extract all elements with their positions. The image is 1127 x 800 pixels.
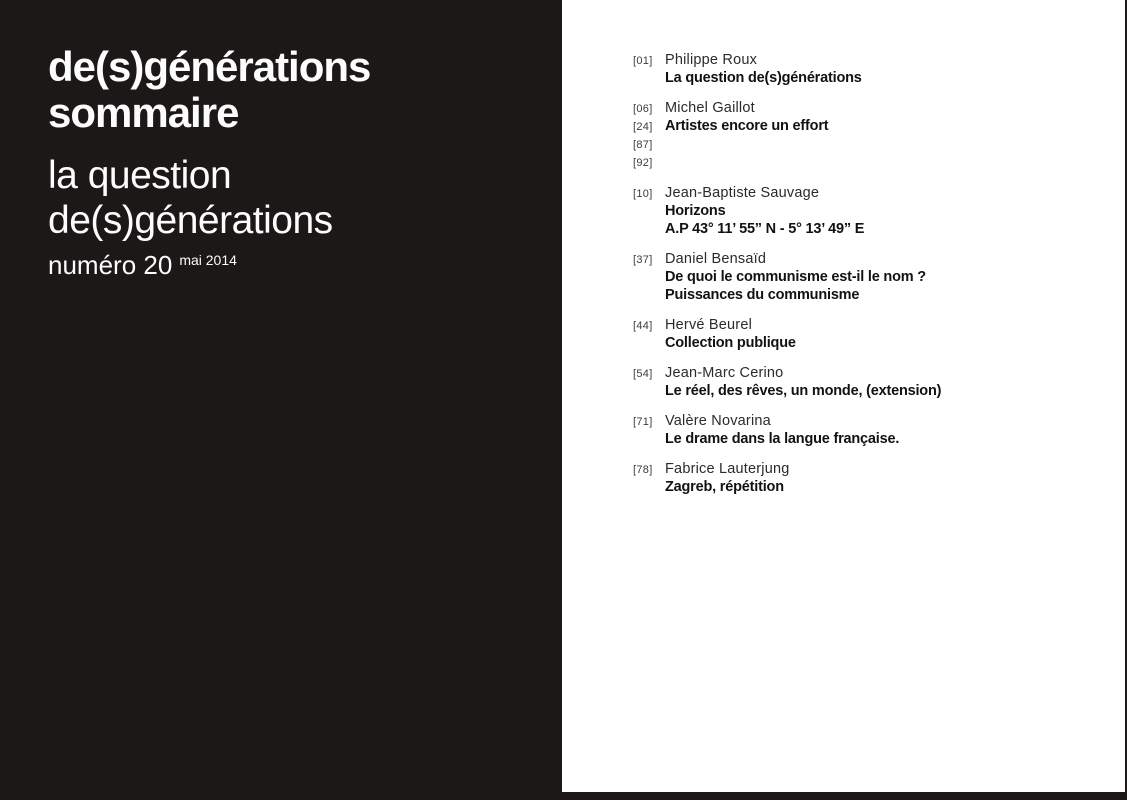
toc-entry (633, 99, 1107, 172)
toc-title: De quoi le communisme est-il le nom ? (665, 269, 926, 285)
toc-author: Philippe Roux (665, 52, 758, 68)
toc-author: Daniel Bensaïd (665, 251, 767, 267)
toc-title: Artistes encore un effort (665, 118, 829, 134)
sommaire-heading: sommaire (48, 89, 239, 136)
toc-page-number: [44] (633, 320, 653, 332)
toc-page-number: [06] (633, 103, 653, 115)
toc-author: Jean-Marc Cerino (665, 365, 784, 381)
toc-entry-text (665, 184, 864, 238)
toc-title: Le réel, des rêves, un monde, (extension) (665, 383, 942, 399)
toc-page-numbers (633, 184, 665, 238)
toc-page-numbers (633, 460, 665, 496)
toc-entry-text (665, 250, 926, 304)
issue-number: numéro 20 (48, 250, 173, 280)
toc-author: Jean-Baptiste Sauvage (665, 185, 820, 201)
toc-entry (633, 460, 1107, 496)
toc-page-number: [10] (633, 188, 653, 200)
issue-theme (48, 153, 562, 243)
toc-entry (633, 51, 1107, 87)
toc-page-number: [87] (633, 139, 653, 151)
toc-entry (633, 250, 1107, 304)
toc-list (633, 51, 1107, 496)
toc-page-numbers (633, 316, 665, 352)
toc-page-number: [37] (633, 254, 653, 266)
toc-page (562, 0, 1125, 792)
issue-number-line (48, 250, 562, 281)
toc-page-numbers (633, 412, 665, 448)
toc-title: Collection publique (665, 335, 796, 351)
journal-title: de(s)générations (48, 43, 371, 90)
toc-title: A.P 43° 11’ 55” N - 5° 13’ 49” E (665, 221, 865, 237)
issue-theme-line1: la question (48, 154, 232, 197)
toc-entry (633, 412, 1107, 448)
toc-entry-text (665, 460, 790, 496)
issue-theme-line2: de(s)générations (48, 199, 333, 242)
issue-date: mai 2014 (179, 252, 237, 268)
toc-page-number: [92] (633, 157, 653, 169)
toc-page-number: [54] (633, 368, 653, 380)
toc-page-numbers (633, 364, 665, 400)
toc-page-numbers (633, 99, 665, 172)
toc-entry (633, 184, 1107, 238)
toc-entry-text (665, 412, 899, 448)
toc-entry (633, 316, 1107, 352)
toc-page-number: [01] (633, 55, 653, 67)
toc-title: La question de(s)générations (665, 70, 862, 86)
toc-entry-text (665, 51, 862, 87)
cover-panel (0, 0, 562, 800)
toc-author: Michel Gaillot (665, 100, 755, 116)
toc-entry-text (665, 99, 828, 172)
toc-entry (633, 364, 1107, 400)
toc-title: Horizons (665, 203, 726, 219)
toc-page-numbers (633, 51, 665, 87)
toc-author: Fabrice Lauterjung (665, 461, 790, 477)
toc-page-number: [71] (633, 416, 653, 428)
toc-author: Hervé Beurel (665, 317, 753, 333)
toc-entry-text (665, 316, 796, 352)
toc-title: Puissances du communisme (665, 287, 860, 303)
toc-author: Valère Novarina (665, 413, 771, 429)
toc-entry-text (665, 364, 941, 400)
toc-page-numbers (633, 250, 665, 304)
toc-page-number: [78] (633, 464, 653, 476)
toc-page-number: [24] (633, 121, 653, 133)
toc-title: Zagreb, répétition (665, 479, 784, 495)
toc-title: Le drame dans la langue française. (665, 431, 900, 447)
